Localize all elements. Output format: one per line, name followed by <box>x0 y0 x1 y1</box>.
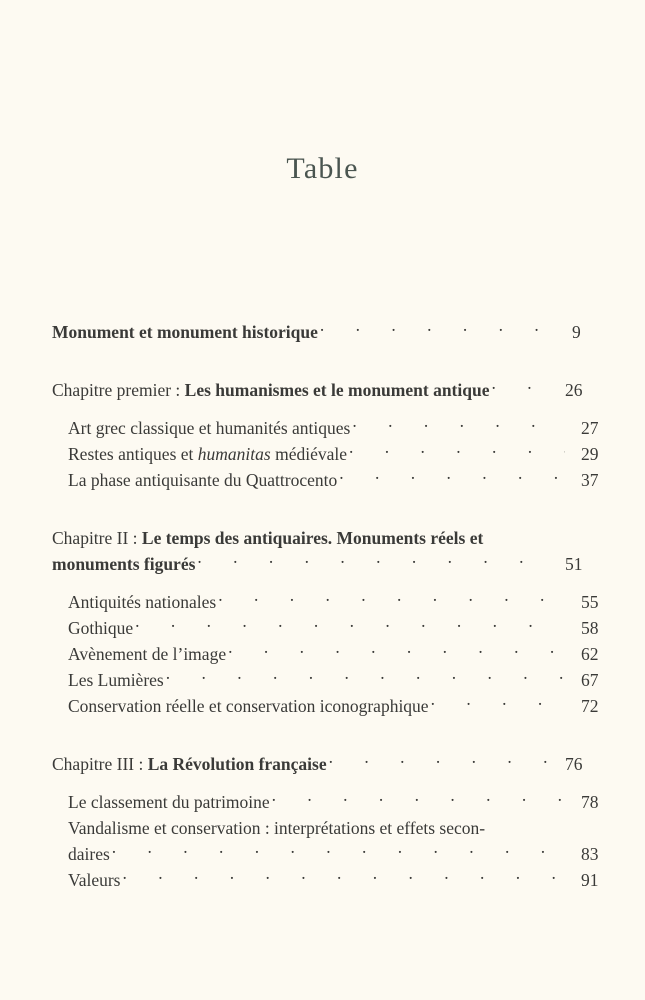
toc-entry-chapter-title: Le temps des antiquaires. Monuments réels et <box>141 528 484 548</box>
toc-entry[interactable] <box>68 466 609 492</box>
toc-entry-label <box>68 469 337 492</box>
toc-entry[interactable] <box>68 666 609 692</box>
toc-entry-text: Valeurs <box>68 870 121 890</box>
dot-leader <box>122 866 565 886</box>
toc-entry[interactable] <box>68 414 609 440</box>
dot-leader <box>339 466 565 486</box>
dot-leader <box>329 750 549 770</box>
toc-page-number: 91 <box>581 870 599 890</box>
toc-entry[interactable] <box>68 788 609 814</box>
dot-leader <box>197 550 549 570</box>
dot-leader <box>166 666 565 686</box>
toc-entry-text: Monument et monument historique <box>52 322 318 342</box>
toc-entry-label <box>68 591 216 614</box>
toc-entry-prefix: Chapitre premier : <box>52 380 185 400</box>
toc-entry-label <box>68 843 110 866</box>
toc-page-number: 29 <box>581 444 599 464</box>
toc-entry-text: Conservation réelle et conservation iconographique <box>68 696 429 716</box>
toc-entry[interactable] <box>68 692 609 718</box>
toc-entry-chapter-title: Les humanismes et le monument antique <box>184 380 490 400</box>
dot-leader <box>218 588 565 608</box>
toc-entry-text: Avènement de l’image <box>68 644 227 664</box>
toc-entry-text-before: Restes antiques et <box>68 444 198 464</box>
toc-entry-label <box>68 695 429 718</box>
toc-page-number: 37 <box>581 470 599 490</box>
toc-entry-text: Les Lumières <box>68 670 164 690</box>
toc-entry-label <box>52 753 327 776</box>
toc-entry-label <box>68 443 347 466</box>
toc-entry-label <box>68 417 350 440</box>
dot-leader <box>431 692 565 712</box>
toc-entry[interactable] <box>52 376 593 402</box>
toc-entry-text: Art grec classique et humanités antiques <box>68 418 351 438</box>
toc-page-number: 67 <box>581 670 599 690</box>
toc-page-number: 55 <box>581 592 599 612</box>
toc-entry[interactable] <box>68 640 609 666</box>
toc-entry-label <box>52 553 195 576</box>
toc-page-number: 72 <box>581 696 599 716</box>
toc-entry-label <box>68 817 485 840</box>
toc-entry-label <box>68 643 226 666</box>
toc-entry-text: Le classement du patrimoine <box>68 792 270 812</box>
toc-entry-label <box>68 669 164 692</box>
toc-page-number: 51 <box>565 554 583 574</box>
page-title: Table <box>286 152 359 185</box>
dot-leader <box>112 840 565 860</box>
toc-entry-label <box>68 791 270 814</box>
toc-entry-label <box>52 527 483 550</box>
toc-entry-list <box>52 318 599 892</box>
toc-entry[interactable] <box>68 588 609 614</box>
toc-entry[interactable] <box>68 614 609 640</box>
dot-leader <box>320 318 549 338</box>
toc-entry-text-after: médiévale <box>270 444 347 464</box>
toc-page-number: 26 <box>565 380 583 400</box>
toc-entry-label <box>52 321 318 344</box>
toc-entry-label <box>68 617 133 640</box>
toc-entry[interactable] <box>68 840 609 866</box>
toc-page-number: 76 <box>565 754 583 774</box>
toc-entry[interactable] <box>52 550 593 576</box>
toc-entry-italic-term: humanitas <box>197 444 271 464</box>
toc-entry-text: Vandalisme et conservation : interprétations et effets secon- <box>68 818 486 838</box>
toc-entry[interactable] <box>52 524 593 550</box>
dot-leader <box>349 440 565 460</box>
toc-entry-prefix: Chapitre II : <box>52 528 142 548</box>
toc-entry-text: monuments figurés <box>52 554 196 574</box>
toc-entry-text: La phase antiquisante du Quattrocento <box>68 470 338 490</box>
toc-entry[interactable] <box>68 814 609 840</box>
toc-entry-text: daires <box>68 844 110 864</box>
toc-page-number: 27 <box>581 418 599 438</box>
toc-entry[interactable] <box>52 750 593 776</box>
toc-page-number: 83 <box>581 844 599 864</box>
toc-entry-text: Gothique <box>68 618 134 638</box>
toc-entry-label <box>52 379 489 402</box>
dot-leader <box>352 414 565 434</box>
toc-entry-text: Antiquités nationales <box>68 592 217 612</box>
toc-entry-chapter-title: La Révolution française <box>147 754 327 774</box>
toc-page-number: 78 <box>581 792 599 812</box>
toc-entry[interactable] <box>52 318 593 344</box>
dot-leader <box>491 376 549 396</box>
toc-page-number: 58 <box>581 618 599 638</box>
toc-entry[interactable] <box>68 440 609 466</box>
dot-leader <box>135 614 565 634</box>
toc-page-number: 62 <box>581 644 599 664</box>
toc-entry-prefix: Chapitre III : <box>52 754 148 774</box>
dot-leader <box>272 788 565 808</box>
toc-page-number: 9 <box>572 322 581 342</box>
toc-entry-label <box>68 869 120 892</box>
dot-leader <box>228 640 565 660</box>
toc-entry[interactable] <box>68 866 609 892</box>
